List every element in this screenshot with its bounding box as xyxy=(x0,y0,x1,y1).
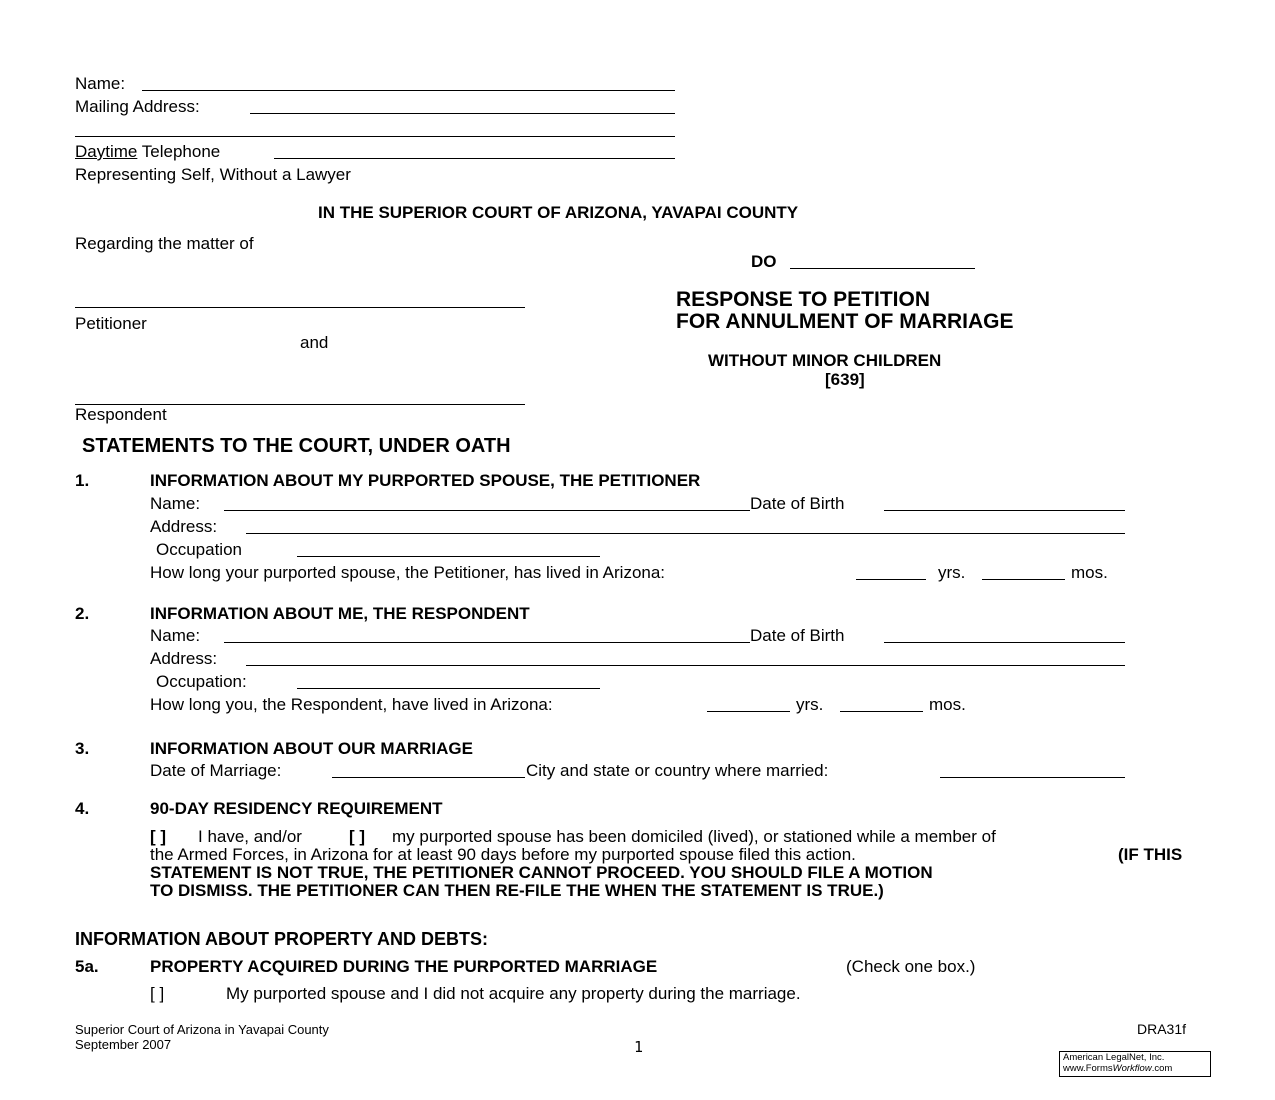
property-heading: INFORMATION ABOUT PROPERTY AND DEBTS: xyxy=(75,929,488,949)
petitioner-mos-label: mos. xyxy=(1071,563,1108,582)
petitioner-field[interactable] xyxy=(75,307,525,308)
petitioner-name-label: Name: xyxy=(150,494,201,513)
doc-title-line-2: FOR ANNULMENT OF MARRIAGE xyxy=(676,310,1014,333)
logo-line-1: American LegalNet, Inc. xyxy=(1063,1052,1165,1063)
form-code: [639] xyxy=(825,370,865,389)
section-5a-number: 5a. xyxy=(75,957,99,976)
respondent-residency-label: How long you, the Respondent, have lived in Arizona: xyxy=(150,695,553,714)
form-id: DRA31f xyxy=(1137,1021,1187,1037)
respondent-address-label: Address: xyxy=(150,649,218,668)
section-2-number: 2. xyxy=(75,604,90,623)
residency-warning-b: STATEMENT IS NOT TRUE, THE PETITIONER CANNOT PROCEED. YOU SHOULD FILE A MOTION xyxy=(150,863,933,882)
petitioner-residency-label: How long your purported spouse, the Petitioner, has lived in Arizona: xyxy=(150,563,666,582)
residency-text-a: I have, and/or xyxy=(198,827,302,846)
logo-pre: www.Forms xyxy=(1063,1062,1113,1074)
petitioner-years-field[interactable] xyxy=(856,579,926,580)
no-property-checkbox[interactable]: [ ] xyxy=(150,984,165,1003)
daytime-telephone-label xyxy=(75,143,220,160)
marriage-place-label: City and state or country where married: xyxy=(526,761,829,780)
petitioner-dob-label: Date of Birth xyxy=(750,494,845,513)
respondent-dob-field[interactable] xyxy=(884,642,1125,643)
court-title: IN THE SUPERIOR COURT OF ARIZONA, YAVAPAI COUNTY xyxy=(318,203,799,222)
section-2-title: INFORMATION ABOUT ME, THE RESPONDENT xyxy=(150,604,530,623)
residency-warning-a: (IF THIS xyxy=(1118,845,1183,864)
section-4-title: 90-DAY RESIDENCY REQUIREMENT xyxy=(150,799,443,818)
and-label: and xyxy=(300,333,329,352)
petitioner-dob-field[interactable] xyxy=(884,510,1125,511)
logo-post: .com xyxy=(1151,1062,1173,1074)
section-3-title: INFORMATION ABOUT OUR MARRIAGE xyxy=(150,739,473,758)
no-property-option: My purported spouse and I did not acquire any property during the marriage. xyxy=(226,984,801,1003)
american-legalnet-logo xyxy=(1059,1051,1211,1077)
section-5a-title: PROPERTY ACQUIRED DURING THE PURPORTED MARRIAGE xyxy=(150,957,658,976)
telephone-label: Telephone xyxy=(141,142,221,161)
doc-subtitle: WITHOUT MINOR CHILDREN xyxy=(708,351,942,370)
petitioner-address-label: Address: xyxy=(150,517,218,536)
section-5a-note: (Check one box.) xyxy=(846,957,976,976)
petitioner-address-field[interactable] xyxy=(246,533,1125,534)
respondent-dob-label: Date of Birth xyxy=(750,626,845,645)
respondent-mos-label: mos. xyxy=(929,695,966,714)
petitioner-months-field[interactable] xyxy=(982,579,1065,580)
petitioner-occupation-field[interactable] xyxy=(297,556,600,557)
respondent-name-label: Name: xyxy=(150,626,201,645)
residency-text-b: my purported spouse has been domiciled (lived), or stationed while a member of xyxy=(392,827,996,846)
footer-court: Superior Court of Arizona in Yavapai County xyxy=(75,1022,329,1037)
regarding-label: Regarding the matter of xyxy=(75,234,254,253)
name-label: Name: xyxy=(75,74,126,93)
mailing-address-label: Mailing Address: xyxy=(75,97,200,116)
page-number: 1 xyxy=(634,1038,644,1056)
footer-date: September 2007 xyxy=(75,1037,172,1052)
daytime-label: Daytime xyxy=(75,142,138,161)
statements-heading: STATEMENTS TO THE COURT, UNDER OATH xyxy=(82,435,511,457)
respondent-years-field[interactable] xyxy=(707,711,790,712)
residency-text-line-2: the Armed Forces, in Arizona for at least 90 days before my purported spouse filed this action. xyxy=(150,845,856,864)
marriage-date-label: Date of Marriage: xyxy=(150,761,282,780)
respondent-name-field[interactable] xyxy=(224,642,750,643)
marriage-date-field[interactable] xyxy=(332,777,525,778)
mailing-address-field-2[interactable] xyxy=(75,136,675,137)
doc-title-line-1: RESPONSE TO PETITION xyxy=(676,288,930,311)
respondent-label: Respondent xyxy=(75,405,167,424)
residency-warning-c: TO DISMISS. THE PETITIONER CAN THEN RE-FILE THE WHEN THE STATEMENT IS TRUE.) xyxy=(150,881,884,900)
petitioner-label: Petitioner xyxy=(75,314,147,333)
marriage-place-field[interactable] xyxy=(940,777,1125,778)
telephone-field[interactable] xyxy=(274,158,675,159)
petitioner-occupation-label: Occupation xyxy=(156,540,242,559)
logo-line-2 xyxy=(1063,1064,1207,1075)
petitioner-name-field[interactable] xyxy=(224,510,750,511)
name-field[interactable] xyxy=(142,90,675,91)
representing-self: Representing Self, Without a Lawyer xyxy=(75,165,351,184)
section-1-title: INFORMATION ABOUT MY PURPORTED SPOUSE, THE PETITIONER xyxy=(150,471,701,490)
section-3-number: 3. xyxy=(75,739,90,758)
logo-italic: Workflow xyxy=(1112,1062,1152,1074)
mailing-address-field[interactable] xyxy=(250,113,675,114)
respondent-address-field[interactable] xyxy=(246,665,1125,666)
section-1-number: 1. xyxy=(75,471,90,490)
respondent-occupation-field[interactable] xyxy=(297,688,600,689)
respondent-occupation-label: Occupation: xyxy=(156,672,247,691)
respondent-months-field[interactable] xyxy=(840,711,923,712)
respondent-yrs-label: yrs. xyxy=(796,695,824,714)
petitioner-yrs-label: yrs. xyxy=(938,563,966,582)
residency-checkbox-spouse[interactable]: [ ] xyxy=(349,827,366,846)
section-4-number: 4. xyxy=(75,799,90,818)
case-number-field[interactable] xyxy=(790,268,975,269)
case-number-label: DO xyxy=(751,252,777,271)
residency-checkbox-self[interactable]: [ ] xyxy=(150,827,167,846)
